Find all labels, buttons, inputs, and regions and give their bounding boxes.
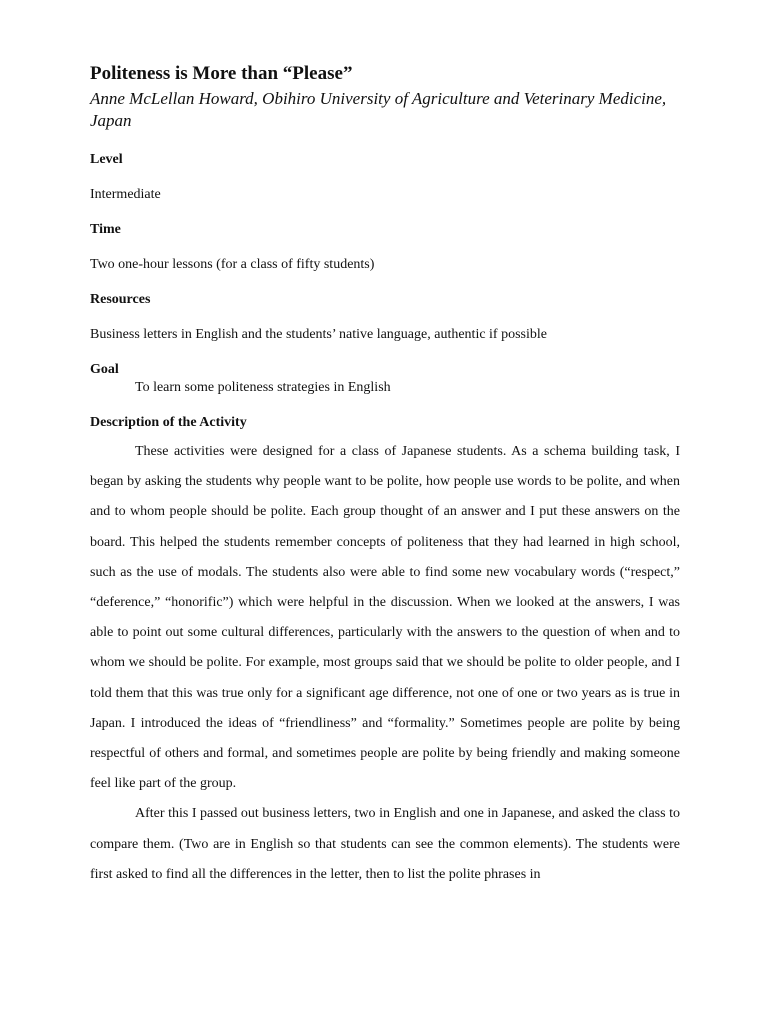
document-page bbox=[90, 62, 680, 890]
time-value: Two one-hour lessons (for a class of fifty students) bbox=[90, 257, 375, 272]
section-heading-description: Description of the Activity bbox=[90, 415, 247, 430]
level-value: Intermediate bbox=[90, 187, 161, 202]
document-author: Anne McLellan Howard, Obihiro University of Agriculture and Veterinary Medicine, Japan bbox=[90, 89, 667, 130]
description-paragraph-1: These activities were designed for a class of Japanese students. As a schema building task, I began by asking the students why people want to be polite, how people use words to be polite, and when and to whom people should be polite. Each group thought of an answer and I put these answers on the board. This helped the students remember concepts of politeness that they had learned in high school, such as the use of modals. The students also were able to find some new vocabulary words (“respect,” “deference,” “honorific”) which were helpful in the discussion. When we looked at the answers, I was able to point out some cultural differences, particularly with the answers to the question of when and to whom we should be polite. For example, most groups said that we should be polite to older people, and I told them that this was true only for a significant age difference, not one of one or two years as is true in Japan. I introduced the ideas of “friendliness” and “formality.” Sometimes people are polite by being respectful of others and formal, and sometimes people are polite by being friendly and making someone feel like part of the group. bbox=[90, 444, 680, 792]
section-heading-goal: Goal bbox=[90, 362, 119, 377]
description-paragraph-2: After this I passed out business letters, two in English and one in Japanese, and asked the class to compare them. (Two are in English so that students can see the common elements). The students were first asked to find all the differences in the letter, then to list the polite phrases in bbox=[90, 806, 680, 882]
document-title: Politeness is More than “Please” bbox=[90, 63, 353, 84]
section-heading-time: Time bbox=[90, 222, 121, 237]
section-heading-resources: Resources bbox=[90, 292, 151, 307]
section-heading-level: Level bbox=[90, 152, 123, 167]
goal-value: To learn some politeness strategies in English bbox=[135, 380, 391, 395]
resources-value: Business letters in English and the students’ native language, authentic if possible bbox=[90, 327, 547, 342]
